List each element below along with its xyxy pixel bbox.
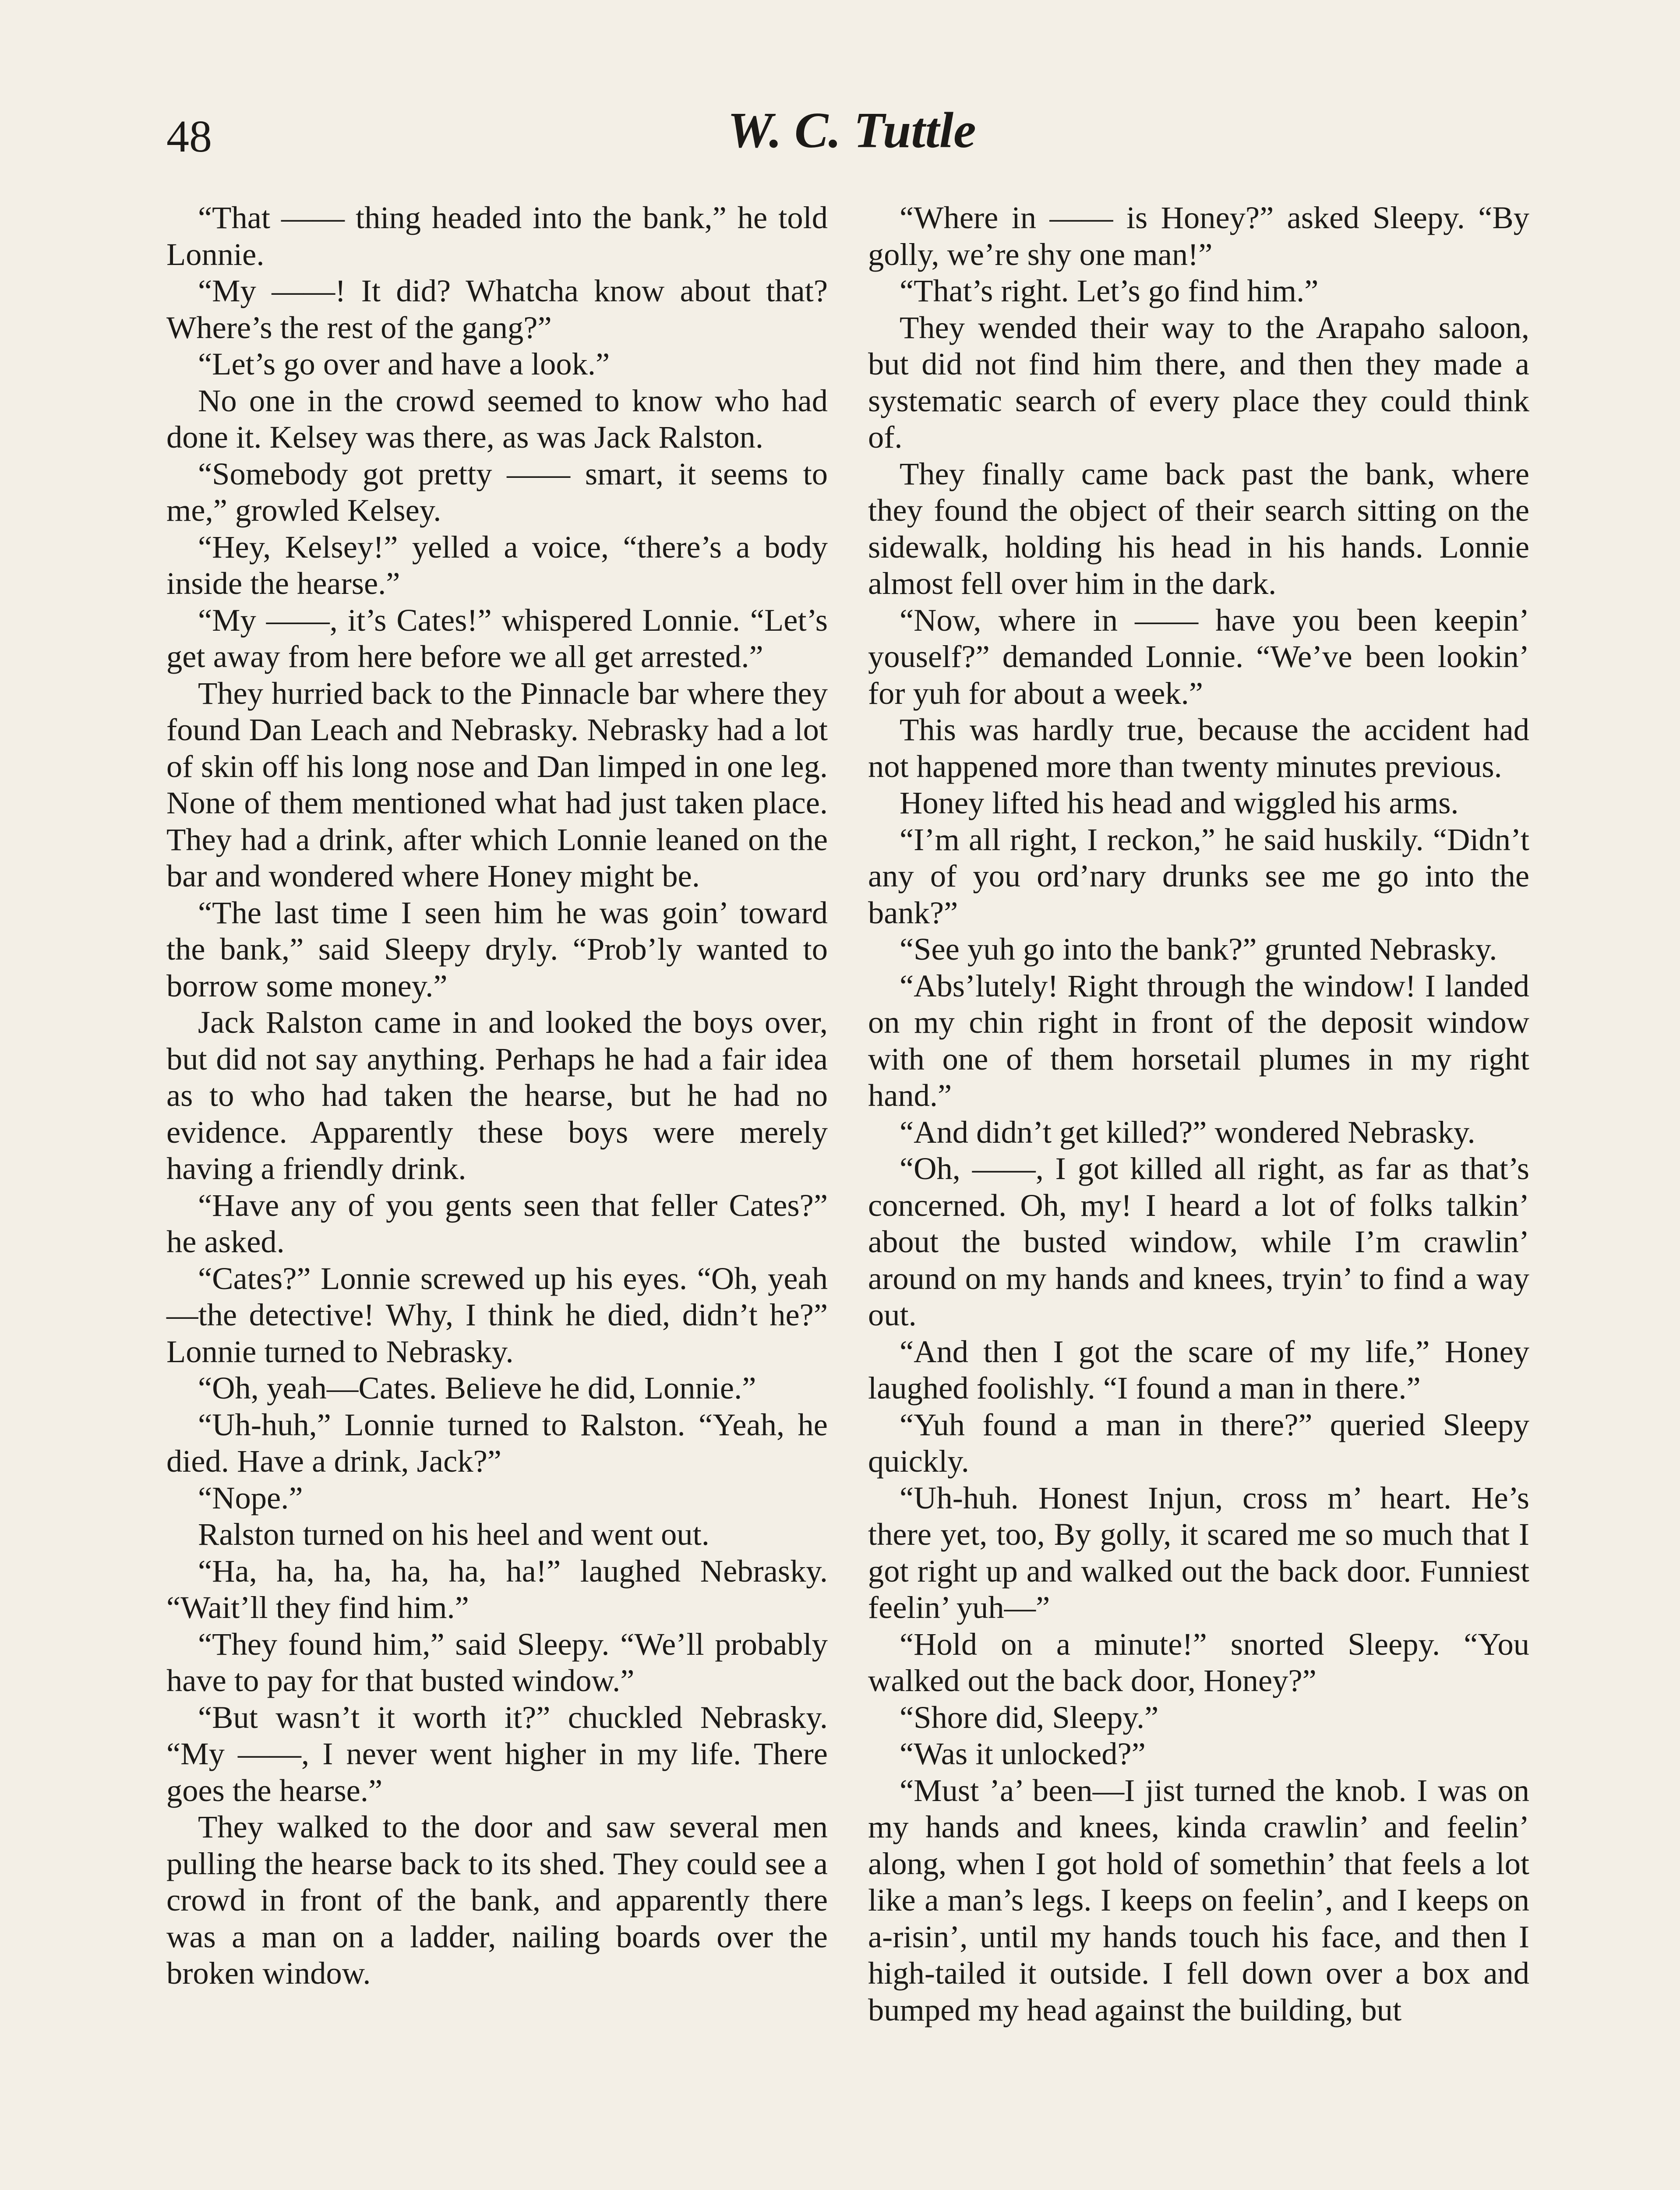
paragraph: “I’m all right, I reckon,” he said huskily. “Didn’t any of you ord’nary drunks see me go into the bank?” [868,821,1529,930]
paragraph: “Ha, ha, ha, ha, ha, ha!” laughed Nebrasky. “Wait’ll they find him.” [166,1553,828,1625]
paragraph: “And then I got the scare of my life,” Honey laughed foolishly. “I found a man in there.” [868,1333,1529,1406]
paragraph: “That’s right. Let’s go find him.” [900,273,1319,308]
paragraph: “Let’s go over and have a look.” [198,346,610,381]
paragraph: “That —— thing headed into the bank,” he told Lonnie. [166,200,828,272]
paragraph: They hurried back to the Pinnacle bar where they found Dan Leach and Nebrasky. Nebrasky had a lot of skin off his long nose and Dan limped in one leg. None of them mentioned what had just taken place. They had a drink, after which Lonnie leaned on the bar and wondered where Honey might be. [166,675,828,894]
paragraph: They finally came back past the bank, where they found the object of their search sitting on the sidewalk, holding his head in his hands. Lonnie almost fell over him in the dark. [868,456,1529,601]
page-header [166,102,1537,184]
paragraph: “Was it unlocked?” [900,1736,1146,1771]
paragraph: “Shore did, Sleepy.” [900,1699,1159,1735]
paragraph: “Abs’lutely! Right through the window! I landed on my chin right in front of the deposit window with one of them horsetail plumes in my right hand.” [868,968,1529,1113]
paragraph: “Now, where in —— have you been keepin’ youself?” demanded Lonnie. “We’ve been lookin’ for yuh for about a week.” [868,602,1529,711]
paragraph: “Uh-huh,” Lonnie turned to Ralston. “Yeah, he died. Have a drink, Jack?” [166,1406,828,1479]
text-column-left [166,199,828,1992]
paragraph: “But wasn’t it worth it?” chuckled Nebrasky. “My ——, I never went higher in my life. There goes the hearse.” [166,1699,828,1808]
paragraph: “Nope.” [198,1480,303,1515]
paragraph: “My ——, it’s Cates!” whispered Lonnie. “Let’s get away from here before we all get arrested.” [166,602,828,674]
paragraph: “The last time I seen him he was goin’ toward the bank,” said Sleepy dryly. “Prob’ly wanted to borrow some money.” [166,894,828,1003]
paragraph: “Cates?” Lonnie screwed up his eyes. “Oh, yeah—the detective! Why, I think he died, didn’t he?” Lonnie turned to Nebrasky. [166,1260,828,1369]
paragraph: “Must ’a’ been—I jist turned the knob. I was on my hands and knees, kinda crawlin’ and feelin’ along, when I got hold of somethin’ that feels a lot like a man’s legs. I keeps on feelin’, and I keeps on a-risin’, until my hands touch his face, and then I high-tailed it outside. I fell down over a box and bumped my head against the building, but [868,1772,1529,2028]
paragraph: “They found him,” said Sleepy. “We’ll probably have to pay for that busted window.” [166,1626,828,1698]
paragraph: This was hardly true, because the accident had not happened more than twenty minutes previous. [868,712,1529,784]
paragraph: “See yuh go into the bank?” grunted Nebrasky. [900,931,1497,967]
paragraph: “Somebody got pretty —— smart, it seems to me,” growled Kelsey. [166,456,828,528]
paragraph: They wended their way to the Arapaho saloon, but did not find him there, and then they made a systematic search of every place they could think of. [868,309,1529,455]
paragraph: “Oh, ——, I got killed all right, as far as that’s concerned. Oh, my! I heard a lot of folks talkin’ about the busted window, while I’m crawlin’ around on my hands and knees, tryin’ to find a way out. [868,1151,1529,1332]
paragraph: Jack Ralston came in and looked the boys over, but did not say anything. Perhaps he had a fair idea as to who had taken the hearse, but he had no evidence. Apparently these boys were merely having a friendly drink. [166,1004,828,1186]
text-column-right [868,199,1529,2028]
paragraph: “Have any of you gents seen that feller Cates?” he asked. [166,1187,828,1259]
running-title: W. C. Tuttle [727,102,976,159]
paragraph: “My ——! It did? Whatcha know about that? Where’s the rest of the gang?” [166,273,828,345]
paragraph: “Uh-huh. Honest Injun, cross m’ heart. He’s there yet, too, By golly, it scared me so much that I got right up and walked out the back door. Funniest feelin’ yuh—” [868,1480,1529,1625]
page-number: 48 [166,111,212,162]
paragraph: “Hey, Kelsey!” yelled a voice, “there’s a body inside the hearse.” [166,529,828,601]
paragraph: “Hold on a minute!” snorted Sleepy. “You walked out the back door, Honey?” [868,1626,1529,1698]
paragraph: “And didn’t get killed?” wondered Nebrasky. [900,1114,1475,1150]
paragraph: Ralston turned on his heel and went out. [198,1516,709,1552]
paragraph: They walked to the door and saw several men pulling the hearse back to its shed. They could see a crowd in front of the bank, and apparently there was a man on a ladder, nailing boards over the broken window. [166,1809,828,1991]
paragraph: “Where in —— is Honey?” asked Sleepy. “By golly, we’re shy one man!” [868,200,1529,272]
paragraph: “Oh, yeah—Cates. Believe he did, Lonnie.” [198,1370,756,1406]
paragraph: Honey lifted his head and wiggled his arms. [900,785,1459,820]
paragraph: “Yuh found a man in there?” queried Sleepy quickly. [868,1406,1529,1479]
paragraph: No one in the crowd seemed to know who had done it. Kelsey was there, as was Jack Ralston. [166,382,828,455]
